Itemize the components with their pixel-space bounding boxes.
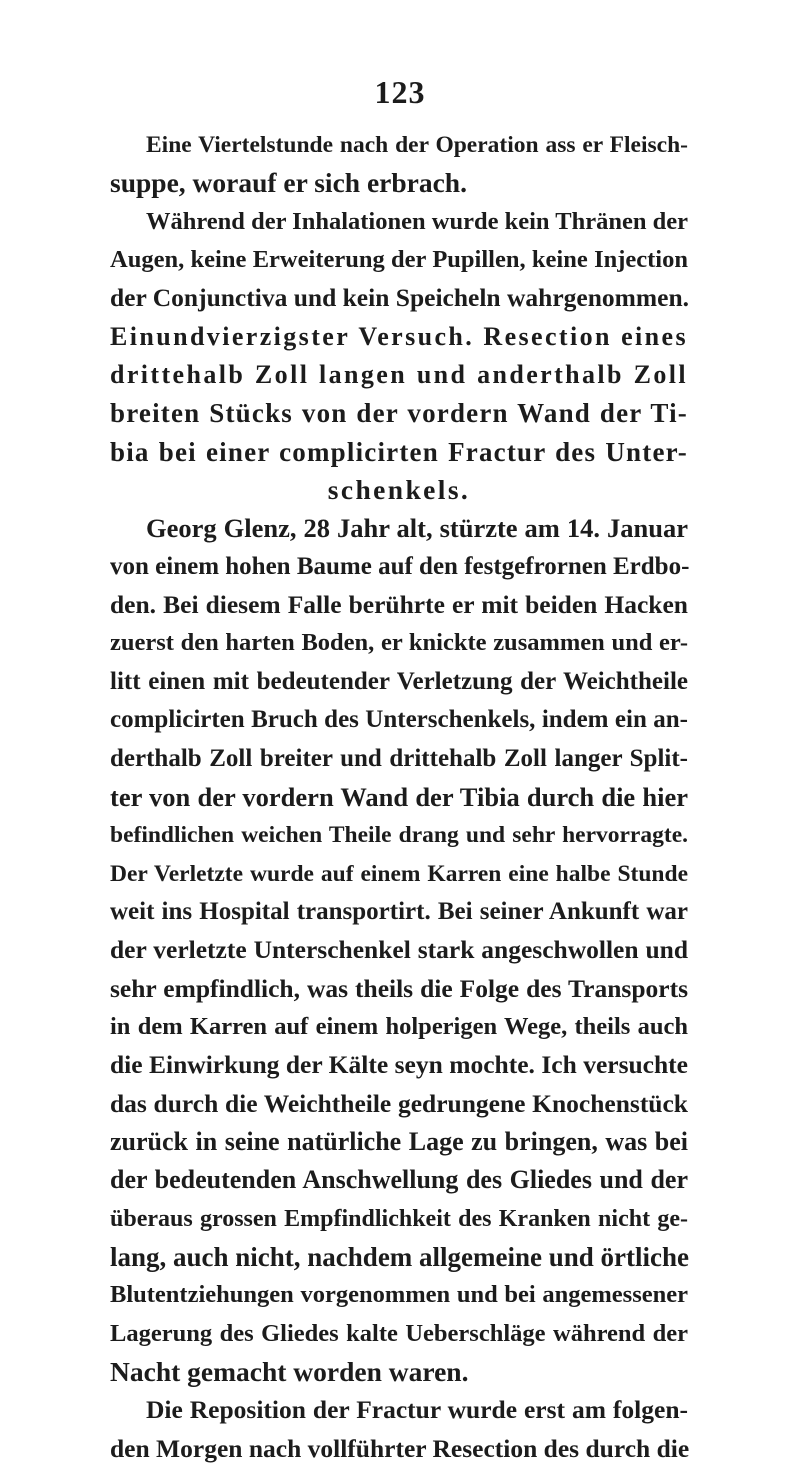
text-line: Nacht gemacht worden waren. [110, 1356, 469, 1387]
text-line: das durch die Weichtheile gedrungene Knochenstück [110, 1088, 688, 1118]
text-line: Die Reposition der Fractur wurde erst am folgen- [146, 1395, 688, 1425]
text-line: Lagerung des Gliedes kalte Ueberschläge während der [110, 1319, 688, 1347]
text-line: weit ins Hospital transportirt. Bei seiner Ankunft war [110, 897, 688, 925]
page-number: 123 [374, 74, 426, 110]
text-line: der bedeutenden Anschwellung des Gliedes und der [110, 1165, 688, 1195]
text-line: den. Bei diesem Falle berührte er mit beiden Hacken [110, 590, 688, 620]
text-line: sehr empfindlich, was theils die Folge des Transports [110, 973, 688, 1003]
text-line: Während der Inhalationen wurde kein Thränen der [146, 207, 688, 235]
text-line: Augen, keine Erweiterung der Pupillen, keine Injection [110, 246, 688, 274]
text-line: lang, auch nicht, nachdem allgemeine und örtliche [110, 1241, 690, 1272]
text-line: Georg Glenz, 28 Jahr alt, stürzte am 14. Januar [146, 513, 688, 544]
section-heading-line: drittehalb Zoll langen und anderthalb Zoll [110, 360, 688, 390]
section-heading-line: Einundvierzigster Versuch. Resection eines [110, 321, 688, 351]
text-line: von einem hohen Baume auf den festgefrornen Erdbo- [110, 552, 690, 580]
text-line: Blutentziehungen vorgenommen und bei angemessener [110, 1281, 688, 1309]
text-line: complicirten Bruch des Unterschenkels, indem ein an- [110, 706, 688, 734]
text-line: suppe, worauf er sich erbrach. [110, 167, 467, 199]
section-heading-line: schenkels. [327, 474, 471, 506]
text-line: derthalb Zoll breiter und drittehalb Zoll langer Split- [110, 744, 688, 772]
text-line: ter von der vordern Wand der Tibia durch die hier [110, 781, 688, 812]
text-line: zurück in seine natürliche Lage zu bringen, was bei [110, 1126, 688, 1156]
text-line: befindlichen weichen Theile drang und sehr hervorragte. [110, 822, 688, 849]
section-heading-line: breiten Stücks von der vordern Wand der Ti- [110, 398, 688, 429]
text-line: in dem Karren auf einem holperigen Wege, theils auch [110, 1012, 688, 1040]
text-line: überaus grossen Empfindlichkeit des Kranken nicht ge- [110, 1205, 688, 1232]
text-line: Der Verletzte wurde auf einem Karren eine halbe Stunde [110, 860, 688, 887]
text-line: zuerst den harten Boden, er knickte zusammen und er- [110, 629, 688, 657]
text-line: die Einwirkung der Kälte seyn mochte. Ich versuchte [110, 1050, 688, 1080]
text-line: litt einen mit bedeutender Verletzung der Weichtheile [110, 667, 688, 695]
text-line: den Morgen nach vollführter Resection des durch die [110, 1433, 690, 1463]
text-line: Eine Viertelstunde nach der Operation ass er Fleisch- [146, 132, 688, 158]
body-text [110, 126, 688, 1468]
text-line: der verletzte Unterschenkel stark angeschwollen und [110, 935, 688, 965]
text-line: der Conjunctiva und kein Speicheln wahrgenommen. [110, 283, 690, 313]
section-heading-line: bia bei einer complicirten Fractur des Unter- [110, 436, 688, 467]
